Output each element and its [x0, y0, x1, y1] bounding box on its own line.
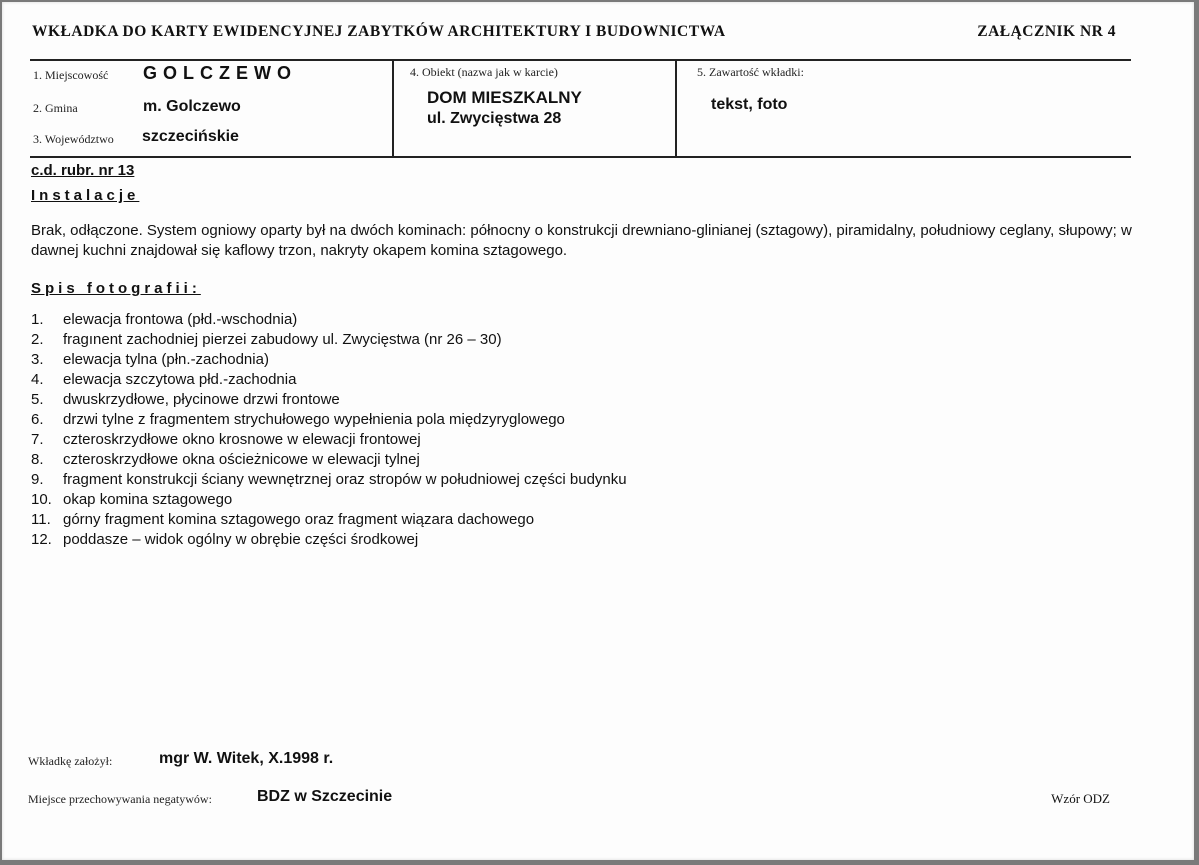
list-item [31, 490, 627, 510]
list-item [31, 470, 627, 490]
item-text: okap komina sztagowego [63, 491, 233, 508]
item-number: 2. [31, 331, 44, 348]
annex-number: ZAŁĄCZNIK NR 4 [977, 23, 1116, 40]
item-number: 1. [31, 311, 44, 328]
list-item [31, 530, 627, 550]
item-number: 4. [31, 371, 44, 388]
zawartosc-value: tekst, foto [711, 96, 788, 113]
bottom-rule [30, 156, 1131, 158]
author-value: mgr W. Witek, X.1998 r. [159, 750, 334, 767]
item-number: 3. [31, 351, 44, 368]
item-text: elewacja tylna (płn.-zachodnia) [63, 351, 269, 368]
gmina-label: 2. Gmina [33, 101, 78, 115]
item-number: 11. [31, 511, 51, 528]
item-number: 12. [31, 531, 52, 548]
list-item [31, 350, 627, 370]
item-text: czteroskrzydłowe okno krosnowe w elewacji frontowej [63, 431, 421, 448]
record-card [2, 2, 1194, 860]
item-text: fragment konstrukcji ściany wewnętrznej oraz stropów w południowej części budynku [63, 471, 627, 488]
negatives-label: Miejsce przechowywania negatywów: [28, 792, 212, 806]
photos-heading: Spis fotografii: [31, 280, 201, 297]
item-text: drzwi tylne z fragmentem strychułowego wypełnienia pola międzyryglowego [63, 411, 565, 428]
document-title: WKŁADKA DO KARTY EWIDENCYJNEJ ZABYTKÓW ARCHITEKTURY I BUDOWNICTWA [32, 23, 726, 40]
item-text: elewacja szczytowa płd.-zachodnia [63, 371, 297, 388]
wojewodztwo-label: 3. Województwo [33, 132, 114, 146]
item-number: 7. [31, 431, 44, 448]
miejscowosc-value: GOLCZEWO [143, 63, 297, 83]
zawartosc-label: 5. Zawartość wkładki: [697, 65, 804, 79]
gmina-value: m. Golczewo [143, 98, 241, 115]
item-number: 9. [31, 471, 44, 488]
list-item [31, 390, 627, 410]
item-text: poddasze – widok ogólny w obrębie części środkowej [63, 531, 419, 548]
item-number: 10. [31, 491, 52, 508]
list-item [31, 310, 627, 330]
list-item [31, 450, 627, 470]
instalacje-heading: Instalacje [31, 187, 140, 204]
obiekt-label: 4. Obiekt (nazwa jak w karcie) [410, 65, 558, 79]
wojewodztwo-value: szczecińskie [142, 128, 239, 145]
photo-list [31, 310, 627, 550]
continuation-note: c.d. rubr. nr 13 [31, 162, 135, 179]
author-label: Wkładkę założył: [28, 754, 113, 768]
item-text: fragınent zachodniej pierzei zabudowy ul. Zwycięstwa (nr 26 – 30) [63, 331, 502, 348]
item-text: czteroskrzydłowe okna ościeżnicowe w elewacji tylnej [63, 451, 420, 468]
item-number: 8. [31, 451, 44, 468]
form-template-code: Wzór ODZ [1051, 791, 1110, 806]
column-divider-1 [392, 61, 394, 158]
item-text: dwuskrzydłowe, płycinowe drzwi frontowe [63, 391, 340, 408]
list-item [31, 370, 627, 390]
obiekt-address: ul. Zwycięstwa 28 [427, 110, 562, 127]
list-item [31, 410, 627, 430]
miejscowosc-label: 1. Miejscowość [33, 68, 109, 82]
column-divider-2 [675, 61, 677, 158]
list-item [31, 330, 627, 350]
instalacje-text: Brak, odłączone. System ogniowy oparty był na dwóch kominach: północny o konstrukcji drewniano-glinianej (sztagowy), piramidalny, południowy ceglany, słupowy; w dawnej kuchni znajdował się kaflowy trzon, nakryty okapem komina sztagowego. [31, 222, 1132, 259]
item-number: 5. [31, 391, 44, 408]
obiekt-value: DOM MIESZKALNY [427, 88, 582, 107]
item-text: elewacja frontowa (płd.-wschodnia) [63, 311, 298, 328]
item-text: górny fragment komina sztagowego oraz fragment wiązara dachowego [63, 511, 535, 528]
negatives-value: BDZ w Szczecinie [257, 788, 393, 805]
list-item [31, 430, 627, 450]
list-item [31, 510, 627, 530]
item-number: 6. [31, 411, 44, 428]
top-rule [30, 59, 1131, 61]
